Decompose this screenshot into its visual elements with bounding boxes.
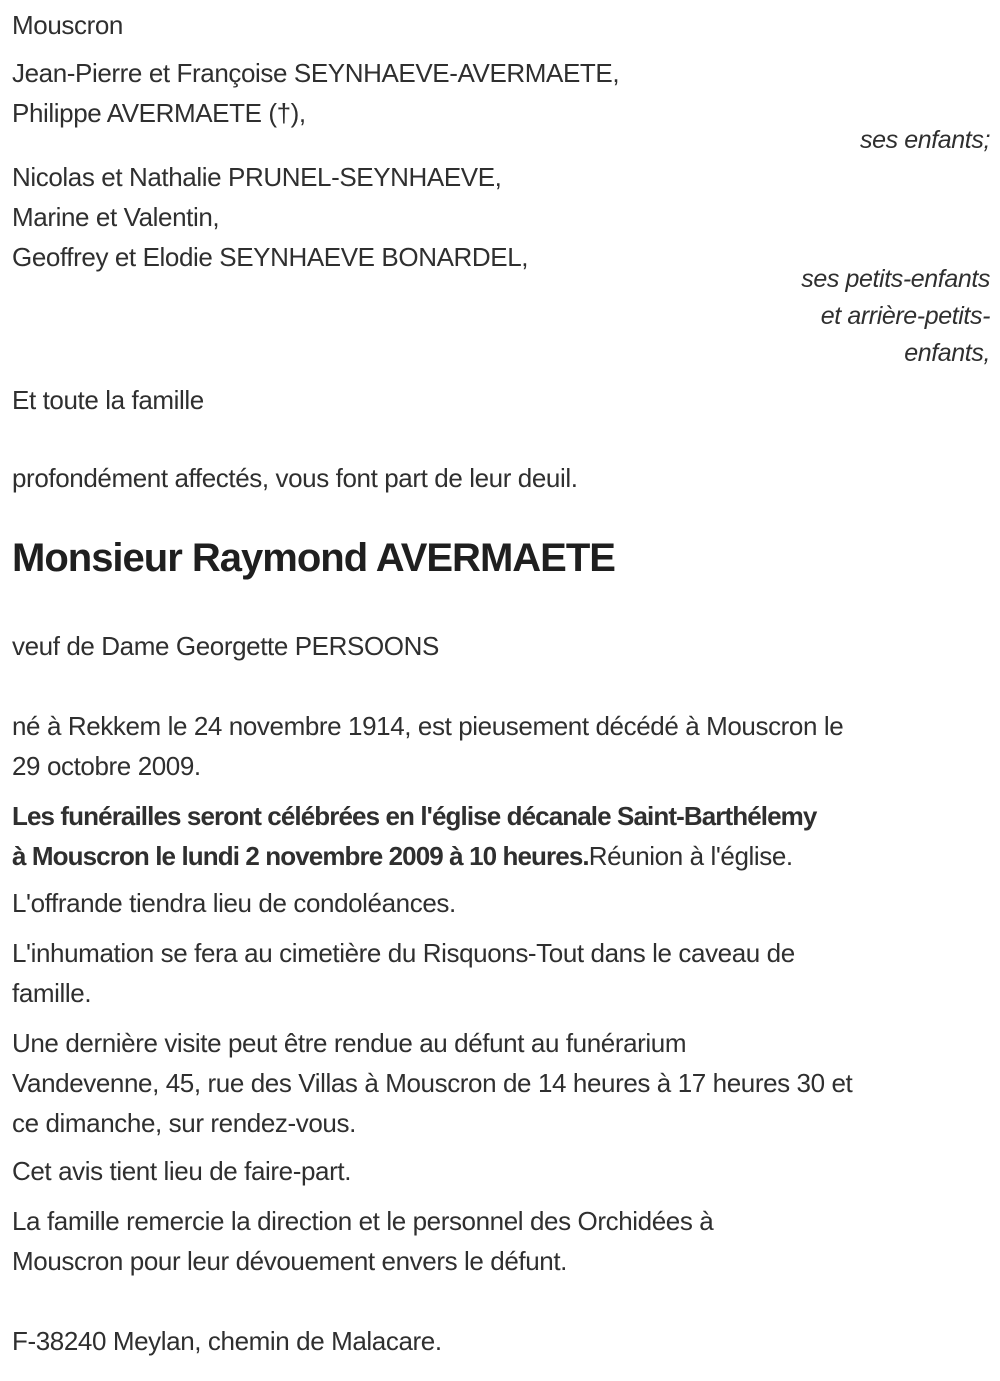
children-names	[12, 53, 990, 133]
offering-line	[12, 883, 990, 923]
grandchildren-label-line: et arrière-petits-	[820, 302, 990, 330]
grandchildren-relationship-label	[12, 261, 990, 372]
thanks-line: La famille remercie la direction et le personnel des Orchidées à	[12, 1206, 714, 1236]
grandchildren-name-line: Nicolas et Nathalie PRUNEL-SEYNHAEVE,	[12, 162, 502, 192]
burial-line: L'inhumation se fera au cimetière du Risquons-Tout dans le caveau de	[12, 938, 795, 968]
birth-death-line: 29 octobre 2009.	[12, 751, 201, 781]
funeral-ceremony-paragraph	[12, 796, 990, 876]
grandchildren-names	[12, 157, 990, 277]
location-line	[12, 5, 990, 45]
whole-family-line	[12, 380, 990, 420]
ceremony-line	[12, 836, 990, 876]
faire-part-line	[12, 1151, 990, 1191]
burial-line: famille.	[12, 978, 92, 1008]
widower-line	[12, 626, 990, 666]
burial-paragraph	[12, 933, 990, 1013]
birth-death-paragraph	[12, 706, 990, 786]
widower-text: veuf de Dame Georgette PERSOONS	[12, 631, 439, 661]
ceremony-line: Les funérailles seront célébrées en l'église décanale Saint-Barthélemy	[12, 801, 817, 831]
children-name-line: Philippe AVERMAETE (†),	[12, 98, 306, 128]
birth-death-line: né à Rekkem le 24 novembre 1914, est pieusement décédé à Mouscron le	[12, 711, 844, 741]
grandchildren-name-line: Geoffrey et Elodie SEYNHAEVE BONARDEL,	[12, 242, 529, 272]
thanks-paragraph	[12, 1201, 990, 1281]
address-text: F-38240 Meylan, chemin de Malacare.	[12, 1326, 442, 1356]
last-visit-paragraph	[12, 1023, 990, 1143]
ceremony-bold-text: à Mouscron le lundi 2 novembre 2009 à 10 heures.	[12, 841, 589, 871]
last-visit-line: Une dernière visite peut être rendue au défunt au funérarium	[12, 1028, 687, 1058]
whole-family-text: Et toute la famille	[12, 385, 204, 415]
grandchildren-name-line: Marine et Valentin,	[12, 202, 220, 232]
location-text: Mouscron	[12, 10, 123, 40]
address-line	[12, 1321, 990, 1361]
grandchildren-label-line: ses petits-enfants	[801, 265, 990, 293]
thanks-line: Mouscron pour leur dévouement envers le défunt.	[12, 1246, 567, 1276]
last-visit-line: ce dimanche, sur rendez-vous.	[12, 1108, 356, 1138]
last-visit-line: Vandevenne, 45, rue des Villas à Mouscron de 14 heures à 17 heures 30 et	[12, 1068, 853, 1098]
children-name-line: Jean-Pierre et Françoise SEYNHAEVE-AVERMAETE,	[12, 58, 620, 88]
faire-part-text: Cet avis tient lieu de faire-part.	[12, 1156, 352, 1186]
grandchildren-label-line: enfants,	[904, 339, 990, 367]
children-label-text: ses enfants;	[859, 126, 990, 154]
offering-text: L'offrande tiendra lieu de condoléances.	[12, 888, 456, 918]
ceremony-regular-text: Réunion à l'église.	[588, 841, 793, 871]
deceased-name-heading: Monsieur Raymond AVERMAETE	[12, 536, 615, 580]
grief-text: profondément affectés, vous font part de leur deuil.	[12, 463, 578, 493]
grief-line	[12, 458, 990, 498]
